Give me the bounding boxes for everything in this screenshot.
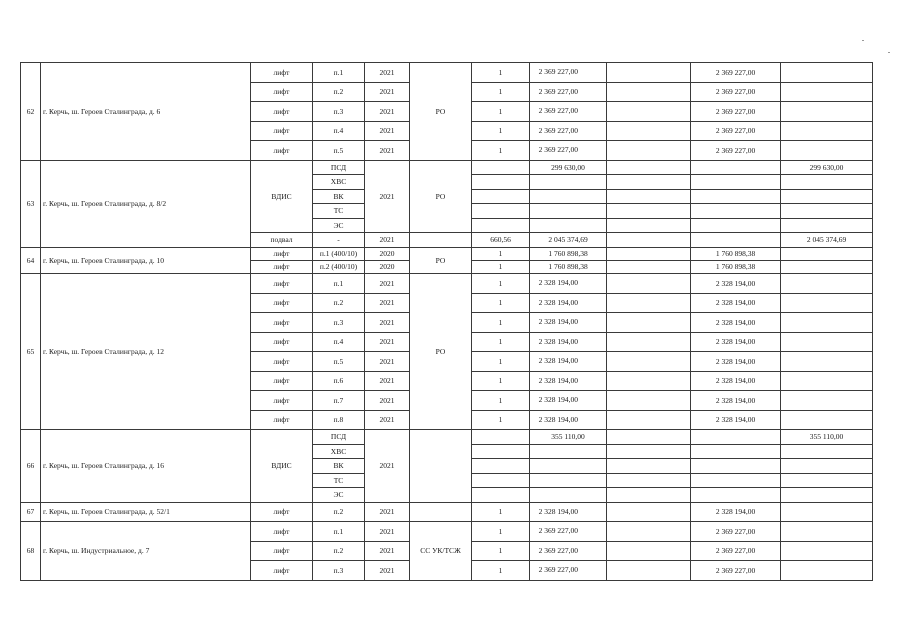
- amount-cell: 2 369 227,00: [530, 102, 607, 122]
- work-type-cell: лифт: [251, 121, 313, 141]
- quantity-cell: 1: [472, 561, 530, 581]
- amount-cell: 2 328 194,00: [530, 293, 607, 313]
- amount-cell: 1 760 898,38: [530, 261, 607, 274]
- quantity-cell: 1: [472, 332, 530, 352]
- total-cell: 2 328 194,00: [691, 293, 781, 313]
- work-type-cell: лифт: [251, 274, 313, 294]
- element-cell: п.2: [313, 82, 365, 102]
- element-cell: п.6: [313, 371, 365, 391]
- element-cell: ТС: [313, 473, 365, 488]
- year-cell: 2021: [365, 430, 410, 503]
- amount-cell: 2 369 227,00: [530, 82, 607, 102]
- year-cell: 2021: [365, 391, 410, 411]
- amount-cell: 2 328 194,00: [530, 502, 607, 522]
- row-number: 67: [21, 502, 41, 522]
- year-cell: 2021: [365, 160, 410, 233]
- year-cell: 2020: [365, 248, 410, 261]
- work-type-cell: ВДИС: [251, 160, 313, 233]
- work-type-cell: лифт: [251, 63, 313, 83]
- year-cell: 2021: [365, 502, 410, 522]
- amount-cell: 2 328 194,00: [530, 313, 607, 333]
- row-number: 64: [21, 248, 41, 274]
- address-cell: г. Керчь, ш. Героев Сталинграда, д. 8/2: [41, 160, 251, 248]
- element-cell: п.7: [313, 391, 365, 411]
- row-number: 62: [21, 63, 41, 161]
- amount-cell: 1 760 898,38: [530, 248, 607, 261]
- total-cell: 2 328 194,00: [691, 410, 781, 430]
- year-cell: 2021: [365, 102, 410, 122]
- year-cell: 2021: [365, 410, 410, 430]
- element-cell: п.2 (400/10): [313, 261, 365, 274]
- row-number: 65: [21, 274, 41, 430]
- year-cell: 2021: [365, 522, 410, 542]
- element-cell: п.5: [313, 352, 365, 372]
- row-number: 68: [21, 522, 41, 581]
- total-cell: 1 760 898,38: [691, 248, 781, 261]
- address-cell: г. Керчь, ш. Героев Сталинграда, д. 16: [41, 430, 251, 503]
- table-row: [21, 63, 873, 83]
- year-cell: 2021: [365, 332, 410, 352]
- element-cell: п.4: [313, 332, 365, 352]
- amount-cell: 2 369 227,00: [530, 121, 607, 141]
- year-cell: 2021: [365, 274, 410, 294]
- total-cell: 2 369 227,00: [691, 63, 781, 83]
- work-type-cell: лифт: [251, 522, 313, 542]
- year-cell: 2020: [365, 261, 410, 274]
- quantity-cell: 1: [472, 410, 530, 430]
- amount-cell: 2 045 374,69: [530, 233, 607, 248]
- extra-amount-cell: 299 630,00: [781, 160, 873, 175]
- amount-cell: 2 328 194,00: [530, 391, 607, 411]
- total-cell: 2 369 227,00: [691, 541, 781, 561]
- element-cell: ТС: [313, 204, 365, 219]
- table-row: [21, 522, 873, 542]
- year-cell: 2021: [365, 561, 410, 581]
- year-cell: 2021: [365, 63, 410, 83]
- work-type-cell: лифт: [251, 313, 313, 333]
- amount-cell: 2 369 227,00: [530, 541, 607, 561]
- table-row: [21, 502, 873, 522]
- total-cell: 1 760 898,38: [691, 261, 781, 274]
- total-cell: 2 369 227,00: [691, 522, 781, 542]
- work-type-cell: лифт: [251, 371, 313, 391]
- total-cell: 2 328 194,00: [691, 352, 781, 372]
- amount-cell: 2 369 227,00: [530, 63, 607, 83]
- element-cell: п.5: [313, 141, 365, 161]
- funding-source-cell: РО: [410, 274, 472, 430]
- work-type-cell: ВДИС: [251, 430, 313, 503]
- amount-cell: 2 328 194,00: [530, 274, 607, 294]
- scan-speck: [862, 40, 864, 41]
- work-type-cell: лифт: [251, 502, 313, 522]
- capital-repair-table: [20, 62, 873, 581]
- work-type-cell: лифт: [251, 410, 313, 430]
- total-cell: 2 369 227,00: [691, 82, 781, 102]
- element-cell: ХВС: [313, 444, 365, 459]
- total-cell: 2 369 227,00: [691, 141, 781, 161]
- address-cell: г. Керчь, ш. Героев Сталинграда, д. 12: [41, 274, 251, 430]
- element-cell: ЭС: [313, 488, 365, 503]
- work-type-cell: лифт: [251, 141, 313, 161]
- quantity-cell: 1: [472, 141, 530, 161]
- element-cell: ПСД: [313, 160, 365, 175]
- work-type-cell: лифт: [251, 391, 313, 411]
- extra-amount-cell: 2 045 374,69: [781, 233, 873, 248]
- total-cell: 2 369 227,00: [691, 102, 781, 122]
- element-cell: ЭС: [313, 218, 365, 233]
- element-cell: ХВС: [313, 175, 365, 190]
- element-cell: п.2: [313, 502, 365, 522]
- element-cell: п.1: [313, 63, 365, 83]
- quantity-cell: 1: [472, 313, 530, 333]
- element-cell: п.1: [313, 274, 365, 294]
- year-cell: 2021: [365, 121, 410, 141]
- element-cell: п.3: [313, 102, 365, 122]
- work-type-cell: лифт: [251, 293, 313, 313]
- quantity-cell: 1: [472, 261, 530, 274]
- quantity-cell: 1: [472, 371, 530, 391]
- total-cell: 2 328 194,00: [691, 313, 781, 333]
- work-type-cell: лифт: [251, 561, 313, 581]
- address-cell: г. Керчь, ш. Героев Сталинграда, д. 52/1: [41, 502, 251, 522]
- element-cell: п.2: [313, 541, 365, 561]
- quantity-cell: 1: [472, 274, 530, 294]
- amount-cell: 355 110,00: [530, 430, 607, 445]
- total-cell: 2 369 227,00: [691, 561, 781, 581]
- address-cell: г. Керчь, ш. Героев Сталинграда, д. 10: [41, 248, 251, 274]
- work-type-cell: лифт: [251, 541, 313, 561]
- total-cell: 2 328 194,00: [691, 371, 781, 391]
- year-cell: 2021: [365, 233, 410, 248]
- amount-cell: 2 369 227,00: [530, 561, 607, 581]
- amount-cell: 2 328 194,00: [530, 332, 607, 352]
- quantity-cell: 1: [472, 293, 530, 313]
- element-cell: п.3: [313, 561, 365, 581]
- year-cell: 2021: [365, 82, 410, 102]
- quantity-cell: 1: [472, 502, 530, 522]
- quantity-cell: 1: [472, 248, 530, 261]
- funding-source-cell: РО: [410, 160, 472, 233]
- element-cell: ПСД: [313, 430, 365, 445]
- year-cell: 2021: [365, 352, 410, 372]
- year-cell: 2021: [365, 541, 410, 561]
- work-type-cell: лифт: [251, 102, 313, 122]
- extra-amount-cell: 355 110,00: [781, 430, 873, 445]
- quantity-cell: 1: [472, 352, 530, 372]
- year-cell: 2021: [365, 313, 410, 333]
- element-cell: п.3: [313, 313, 365, 333]
- table-row: [21, 430, 873, 445]
- year-cell: 2021: [365, 293, 410, 313]
- amount-cell: 2 328 194,00: [530, 371, 607, 391]
- amount-cell: 299 630,00: [530, 160, 607, 175]
- funding-source-cell: СС УК/ТСЖ: [410, 522, 472, 581]
- address-cell: г. Керчь, ш. Героев Сталинграда, д. 6: [41, 63, 251, 161]
- total-cell: 2 328 194,00: [691, 391, 781, 411]
- total-cell: 2 369 227,00: [691, 121, 781, 141]
- scan-speck: [888, 52, 890, 53]
- funding-source-cell: РО: [410, 63, 472, 161]
- quantity-cell: 660,56: [472, 233, 530, 248]
- work-type-cell: лифт: [251, 82, 313, 102]
- element-cell: п.2: [313, 293, 365, 313]
- row-number: 63: [21, 160, 41, 248]
- element-cell: -: [313, 233, 365, 248]
- amount-cell: 2 328 194,00: [530, 352, 607, 372]
- element-cell: п.8: [313, 410, 365, 430]
- work-type-cell: подвал: [251, 233, 313, 248]
- quantity-cell: 1: [472, 391, 530, 411]
- quantity-cell: 1: [472, 541, 530, 561]
- funding-source-cell: РО: [410, 248, 472, 274]
- year-cell: 2021: [365, 371, 410, 391]
- quantity-cell: 1: [472, 121, 530, 141]
- quantity-cell: 1: [472, 522, 530, 542]
- element-cell: ВК: [313, 459, 365, 474]
- total-cell: 2 328 194,00: [691, 332, 781, 352]
- work-type-cell: лифт: [251, 248, 313, 261]
- amount-cell: 2 369 227,00: [530, 522, 607, 542]
- element-cell: п.1 (400/10): [313, 248, 365, 261]
- quantity-cell: 1: [472, 102, 530, 122]
- quantity-cell: 1: [472, 82, 530, 102]
- work-type-cell: лифт: [251, 261, 313, 274]
- work-type-cell: лифт: [251, 352, 313, 372]
- element-cell: ВК: [313, 189, 365, 204]
- work-type-cell: лифт: [251, 332, 313, 352]
- total-cell: 2 328 194,00: [691, 274, 781, 294]
- total-cell: 2 328 194,00: [691, 502, 781, 522]
- address-cell: г. Керчь, ш. Индустриальное, д. 7: [41, 522, 251, 581]
- quantity-cell: 1: [472, 63, 530, 83]
- table-row: [21, 160, 873, 175]
- row-number: 66: [21, 430, 41, 503]
- element-cell: п.1: [313, 522, 365, 542]
- table-row: [21, 274, 873, 294]
- amount-cell: 2 328 194,00: [530, 410, 607, 430]
- amount-cell: 2 369 227,00: [530, 141, 607, 161]
- year-cell: 2021: [365, 141, 410, 161]
- element-cell: п.4: [313, 121, 365, 141]
- table-row: [21, 248, 873, 261]
